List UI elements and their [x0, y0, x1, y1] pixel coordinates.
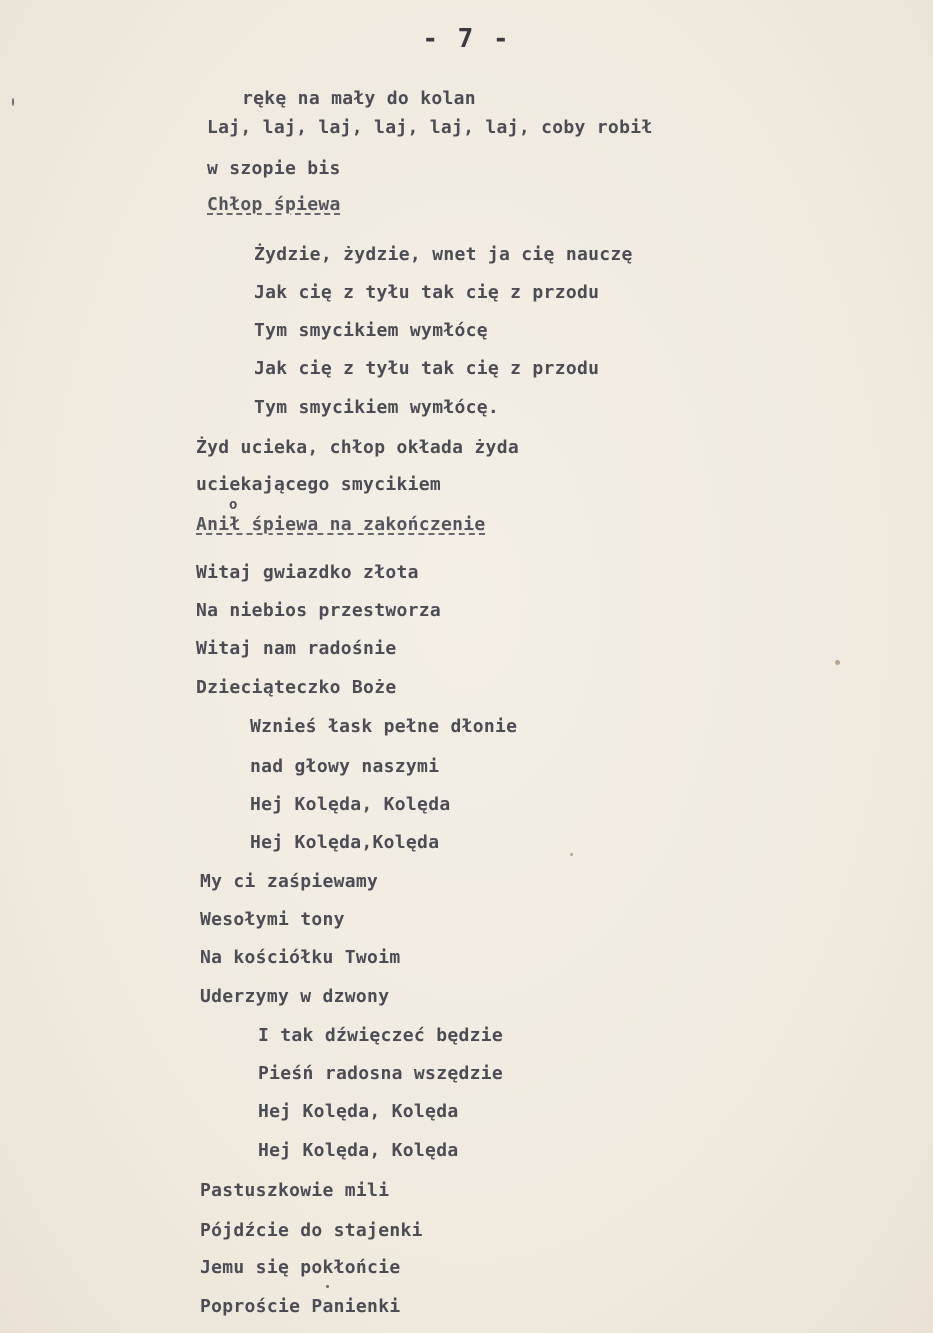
- text-line: Jemu się pokłońcie: [200, 1257, 401, 1278]
- text-line: Na niebios przestworza: [196, 600, 442, 621]
- text-line: uciekającego smycikiem: [196, 474, 442, 495]
- text-line: Jak cię z tyłu tak cię z przodu: [254, 282, 600, 303]
- text-line: Tym smycikiem wymłócę: [254, 320, 488, 341]
- section-heading: Chłop śpiewa: [207, 194, 341, 215]
- text-line: rękę na mały do kolan: [242, 88, 476, 109]
- text-line: Hej Kolęda, Kolęda: [258, 1101, 459, 1122]
- paper-speck: [12, 98, 14, 106]
- text-line: Żyd ucieka, chłop okłada żyda: [196, 437, 519, 458]
- text-line: Witaj gwiazdko złota: [196, 562, 419, 583]
- text-line: Tym smycikiem wymłócę.: [254, 397, 500, 418]
- text-line: Uderzymy w dzwony: [200, 986, 390, 1007]
- text-line: Pójdźcie do stajenki: [200, 1220, 423, 1241]
- text-line: Pastuszkowie mili: [200, 1180, 390, 1201]
- section-heading: Anił śpiewa na zakończenie: [196, 514, 486, 535]
- text-line: Pieśń radosna wszędzie: [258, 1063, 504, 1084]
- text-line: Poproście Panienki: [200, 1296, 401, 1317]
- text-line: nad głowy naszymi: [250, 756, 440, 777]
- text-line: Żydzie, żydzie, wnet ja cię nauczę: [254, 244, 633, 265]
- text-line: Na kościółku Twoim: [200, 947, 401, 968]
- ring-diacritic-mark: o: [229, 497, 238, 513]
- text-line: Hej Kolęda, Kolęda: [258, 1140, 459, 1161]
- text-line: Dzieciąteczko Boże: [196, 677, 397, 698]
- paper-speck: [326, 1285, 329, 1288]
- text-line: My ci zaśpiewamy: [200, 871, 379, 892]
- text-line: Hej Kolęda,Kolęda: [250, 832, 440, 853]
- text-line: Witaj nam radośnie: [196, 638, 397, 659]
- text-line: I tak dźwięczeć będzie: [258, 1025, 504, 1046]
- text-line: Jak cię z tyłu tak cię z przodu: [254, 358, 600, 379]
- text-line: Hej Kolęda, Kolęda: [250, 794, 451, 815]
- text-line: Wznieś łask pełne dłonie: [250, 716, 518, 737]
- text-line: Laj, laj, laj, laj, laj, laj, coby robił: [207, 117, 653, 138]
- paper-speck: [835, 660, 840, 665]
- page-number: - 7 -: [422, 24, 511, 54]
- text-line: w szopie bis: [207, 158, 341, 179]
- text-line: Wesołymi tony: [200, 909, 345, 930]
- paper-speck: [570, 853, 573, 856]
